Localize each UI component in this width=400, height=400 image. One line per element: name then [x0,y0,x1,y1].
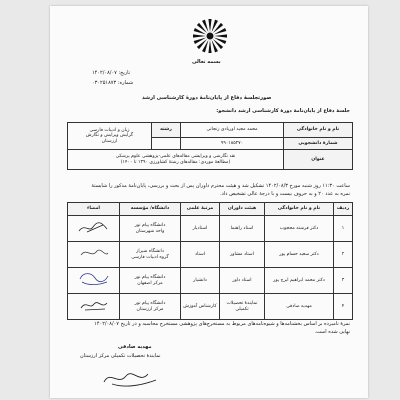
field-value: زبان و ادبیات فارسی [89,127,130,133]
date-value: ۱۴۰۲/۰۸/۰۷ [92,70,117,76]
table-row [68,216,353,242]
member-role: استاد مشاور [220,242,265,268]
thesis-title-cell [68,150,284,170]
closing-line-1: نمرهٔ نامبرده بر اساس بخشنامه‌ها و شیوه‌نامه‌های مربوط به مستخرج‌های پژوهشی مستخرج محاسبه و در تاریخ ۱۴۰۲/۰۸/۰۷ [94,321,350,327]
university-name: دانشگاه پیام نور [134,275,166,281]
date-label: تاریخ: [118,70,131,76]
member-rank: کارشناس آموزش [181,294,220,320]
row-index: ۳ [334,268,353,294]
signature-cell [68,268,120,294]
session-line-1: ساعت ۱۱:۳۰ روز شنبه مورخ ۱۴۰۲/۰۸/۳ تشکیل شد و هیئت محترم داوران پس از بحث و بررسی، پایان‌نامهٔ مذکور را شایستهٔ [91,183,350,189]
name-value: محمد مجید اوریادی زنجانی [181,123,284,138]
id-value: ۹۹۰۱۸۵۲۷۰ [181,138,284,150]
final-signature-icon [100,364,160,390]
thesis-title: نقد نگارشی و ویرایشی مقاله‌های علمی-پژوهشی علوم پزشکی [115,154,236,160]
col-signature: امضاء [68,203,120,216]
member-rank: استادیار [181,216,220,242]
center-value: ارزستان [101,138,118,144]
name-label: نام و نام خانوادگی [284,123,353,138]
row-index: ۴ [334,294,353,320]
row-index: ۲ [334,242,353,268]
university-name: دانشگاه پیام نور [134,223,166,229]
member-university [120,242,181,268]
signature-cell [68,216,120,242]
member-name: دکتر فرشته محجوب [265,216,334,242]
university-name: دانشگاه شیراز [136,249,164,255]
university-branch: مرکز ارزستان [136,306,164,312]
number-line [92,80,133,86]
number-label: شماره: [117,80,134,86]
date-line [92,70,130,76]
member-university [120,268,181,294]
table-row [68,294,353,320]
member-name: مهدیه صادقی [265,294,334,320]
signature-4-icon [77,297,111,313]
col-rank: مرتبهٔ علمی [181,203,220,216]
member-role: نمایندهٔ تحصیلات تکمیلی [220,294,265,320]
signature-cell [68,294,120,320]
thesis-title-case: (مطالعهٔ موردی: مقاله‌های رشتهٔ کشاورزی ۱۳۹۰ تا ۱۴۰۰) [120,159,231,165]
table-row [68,268,353,294]
member-university [120,216,181,242]
row-index: ۱ [334,216,353,242]
member-rank: استاد [181,242,220,268]
member-university [120,294,181,320]
col-university: دانشگاه/ مؤسسه [120,203,181,216]
number-value: ۰۳۰۲۵۱۸۷۳ [92,80,117,86]
field-label: رشته [152,123,181,138]
university-branch: واحد شهرستان [135,228,165,234]
university-logo-icon [190,16,230,56]
session-line-2: نمره به عدد ۲۰ و به حروف بیست و با درجهٔ عالی تشخیص داد. [220,191,350,197]
signature-3-icon [77,270,111,288]
document-title: صورتجلسهٔ دفاع از پایان‌نامهٔ دورهٔ کارشناسی ارشد [142,95,272,101]
university-name: دانشگاه پیام نور [134,301,166,307]
field-sub: گرایش ویرایش و نگارش [85,133,134,139]
member-role: استاد داور [220,268,265,294]
member-name: دکتر سعید حسام پور [265,242,334,268]
committee-table [67,202,353,320]
signature-1-icon [77,219,111,235]
basmala: بسمه تعالی [192,59,221,65]
col-index: ردیف [334,203,353,216]
student-info-table [67,122,353,170]
university-branch: مرکز اصفهان [137,280,163,286]
document-subtitle: جلسهٔ دفاع از پایان‌نامهٔ دورهٔ کارشناسی ارشد دانشجو: [216,108,350,114]
member-name: دکتر محمد ابراهیم ایرج پور [265,268,334,294]
id-label: شمارهٔ دانشجویی [284,138,353,150]
university-branch: گروه ادبیات فارسی [131,254,169,260]
col-name: نام و نام خانوادگی [265,203,334,216]
col-role: هیئت داوران [220,203,265,216]
signer-title: نمایندهٔ تحصیلات تکمیلی مرکز ارزستان [80,353,161,359]
document-page [50,6,368,398]
member-role: استاد راهنما [220,216,265,242]
member-rank: دانشیار [181,268,220,294]
signer-name: مهدیه صادقی [118,344,152,350]
table-row [68,242,353,268]
field-value-cell [68,123,152,150]
closing-line-2: نهایی شده است. [314,329,350,335]
signature-cell [68,242,120,268]
title-label: عنوان [284,150,353,170]
signature-2-icon [77,245,111,261]
